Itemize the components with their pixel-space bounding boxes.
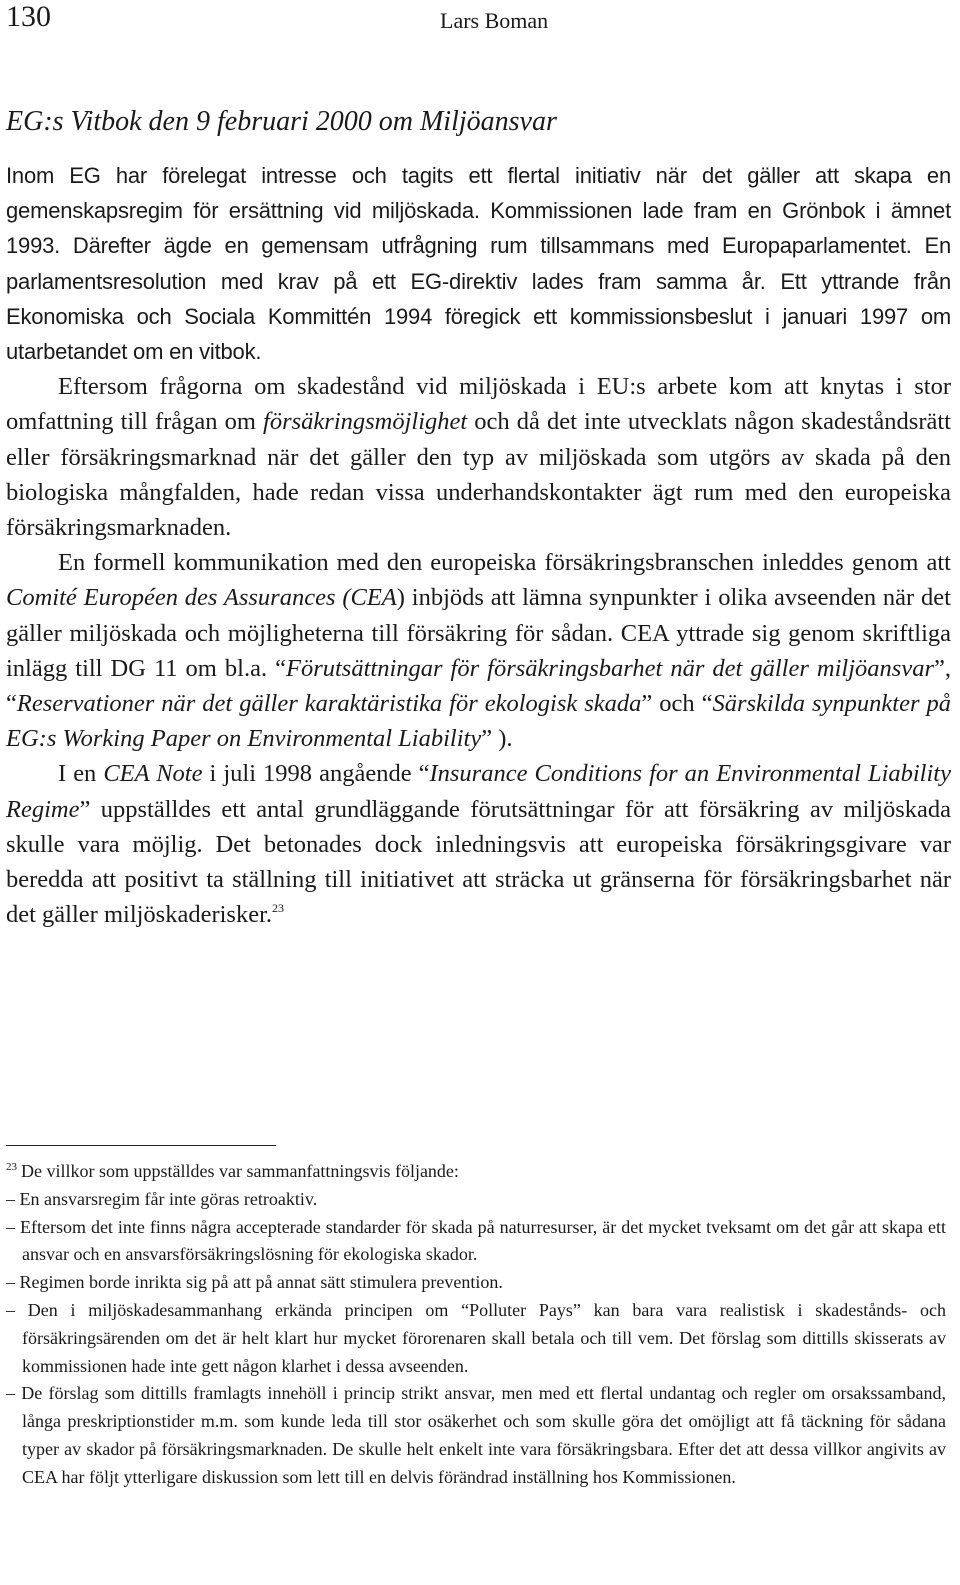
paragraph-3-title-1: Förutsättningar för försäkringsbarhet när det gäller miljöansvar — [285, 654, 934, 682]
footnote-intro-text: De villkor som uppställdes var sammanfattningsvis följande: — [21, 1161, 459, 1181]
paragraph-2-text-b: och då det inte utvecklats någon skadeståndsrätt eller försäkringsmarknad när det gäller den typ av miljöskada som utgörs av skada på den biologiska mångfalden, hade redan vissa underhandskontakter ägt rum med den europeiska försäkringsmarknaden. — [6, 408, 951, 542]
paragraph-4-text-a: I en — [58, 760, 104, 788]
paragraph-3-text-c: ”, “ — [6, 654, 951, 718]
footnote-item: – Eftersom det inte finns några accepterade standarder för skada på naturresurser, är det mycket tveksamt om det går att skapa ett ansvar och en ansvarsförsäkringslösning för ekologiska skador. — [6, 1216, 946, 1265]
footnote-item: – Den i miljöskadesammanhang erkända principen om “Polluter Pays” kan bara vara realistisk i skadestånds- och försäkringsärenden om det är helt klart hur mycket förorenaren skall betala och till vem. Det förslag som dittills skisserats av kommissionen hade inte gett någon klarhet i dessa avseenden. — [6, 1299, 946, 1376]
footnote-number: 23 — [6, 1161, 17, 1173]
paragraph-3-text-e: ” ). — [481, 725, 513, 753]
paragraph-3-text-a: En formell kommunikation med den europeiska försäkringsbranschen inleddes genom att — [58, 549, 951, 577]
running-head: Lars Boman — [440, 8, 549, 33]
paragraph-3-title-2: Reservationer när det gäller karaktäristika för ekologisk skada — [16, 690, 642, 718]
footnote-reference[interactable]: 23 — [272, 901, 285, 916]
page-number: 130 — [6, 0, 51, 33]
paragraph-4-title: Insurance Conditions for an Environmental Liability Regime — [6, 760, 951, 823]
paragraph-3-text-d: ” och “ — [641, 690, 713, 718]
paragraph-1: Inom EG har förelegat intresse och tagits ett flertal initiativ när det gäller att skapa en gemenskapsregim för ersättning vid miljöskada. Kommissionen lade fram en Grönbok i ämnet 1993. Därefter ägde en gemensam utfrågning rum tillsammans med Europaparlamentet. En parlamentsresolution med krav på ett EG-direktiv lades fram samma år. Ett yttrande från Ekonomiska och Sociala Kommittén 1994 föregick ett kommissionsbeslut i januari 1997 om utarbetandet om en vitbok. — [6, 163, 951, 365]
paragraph-2-emphasis: försäkringsmöjlighet — [263, 408, 468, 436]
paragraph-3-title-3: Särskilda synpunkter på EG:s Working Paper on Environmental Liability — [6, 690, 952, 753]
section-heading: EG:s Vitbok den 9 februari 2000 om Miljöansvar — [6, 106, 557, 137]
paragraph-3-text-b: ) inbjöds att lämna synpunkter i olika avseenden när det gäller miljöskada och möjligheterna till försäkring för sådan. CEA yttrade sig genom skriftliga inlägg till DG 11 om bl.a. “ — [6, 584, 951, 682]
body-text — [6, 158, 951, 932]
paragraph-4-text-b: i juli 1998 angående “ — [202, 760, 430, 788]
footnote-intro — [6, 1158, 946, 1186]
footnote-block — [6, 1158, 946, 1492]
paragraph-4-cea-note: CEA Note — [103, 760, 203, 788]
paragraph-2-text-a: Eftersom frågorna om skadestånd vid miljöskada i EU:s arbete kom att knytas i stor omfattning till frågan om — [6, 373, 951, 436]
paragraph-3-cea-name: Comité Européen des Assurances (CEA — [6, 584, 397, 612]
footnote-divider — [6, 1145, 276, 1146]
footnote-item: – De förslag som dittills framlagts innehöll i princip strikt ansvar, men med ett flertal undantag och regler om orsakssamband, långa preskriptionstider m.m. som kunde leda till stor osäkerhet och som skulle göra det omöjligt att få täckning för sådana typer av skador på försäkringsmarknaden. De skulle helt enkelt inte vara försäkringsbara. Efter det att dessa villkor angivits av CEA har följt ytterligare diskussion som lett till en delvis förändrad inställning hos Kommissionen. — [6, 1383, 946, 1487]
footnote-item: – Regimen borde inrikta sig på att på annat sätt stimulera prevention. — [6, 1272, 503, 1293]
paragraph-4-text-c: ” uppställdes ett antal grundläggande förutsättningar för att försäkring av miljöskada skulle vara möjlig. Det betonades dock inledningsvis att europeiska försäkringsgivare var beredda att positivt ta ställning till initiativet att sträcka ut gränserna för försäkringsbarhet när det gäller miljöskaderisker. — [6, 795, 951, 929]
paragraph-3 — [6, 545, 951, 756]
paragraph-4 — [6, 756, 951, 932]
footnote-item: – En ansvarsregim får inte göras retroaktiv. — [6, 1188, 318, 1209]
paragraph-2 — [6, 369, 951, 545]
